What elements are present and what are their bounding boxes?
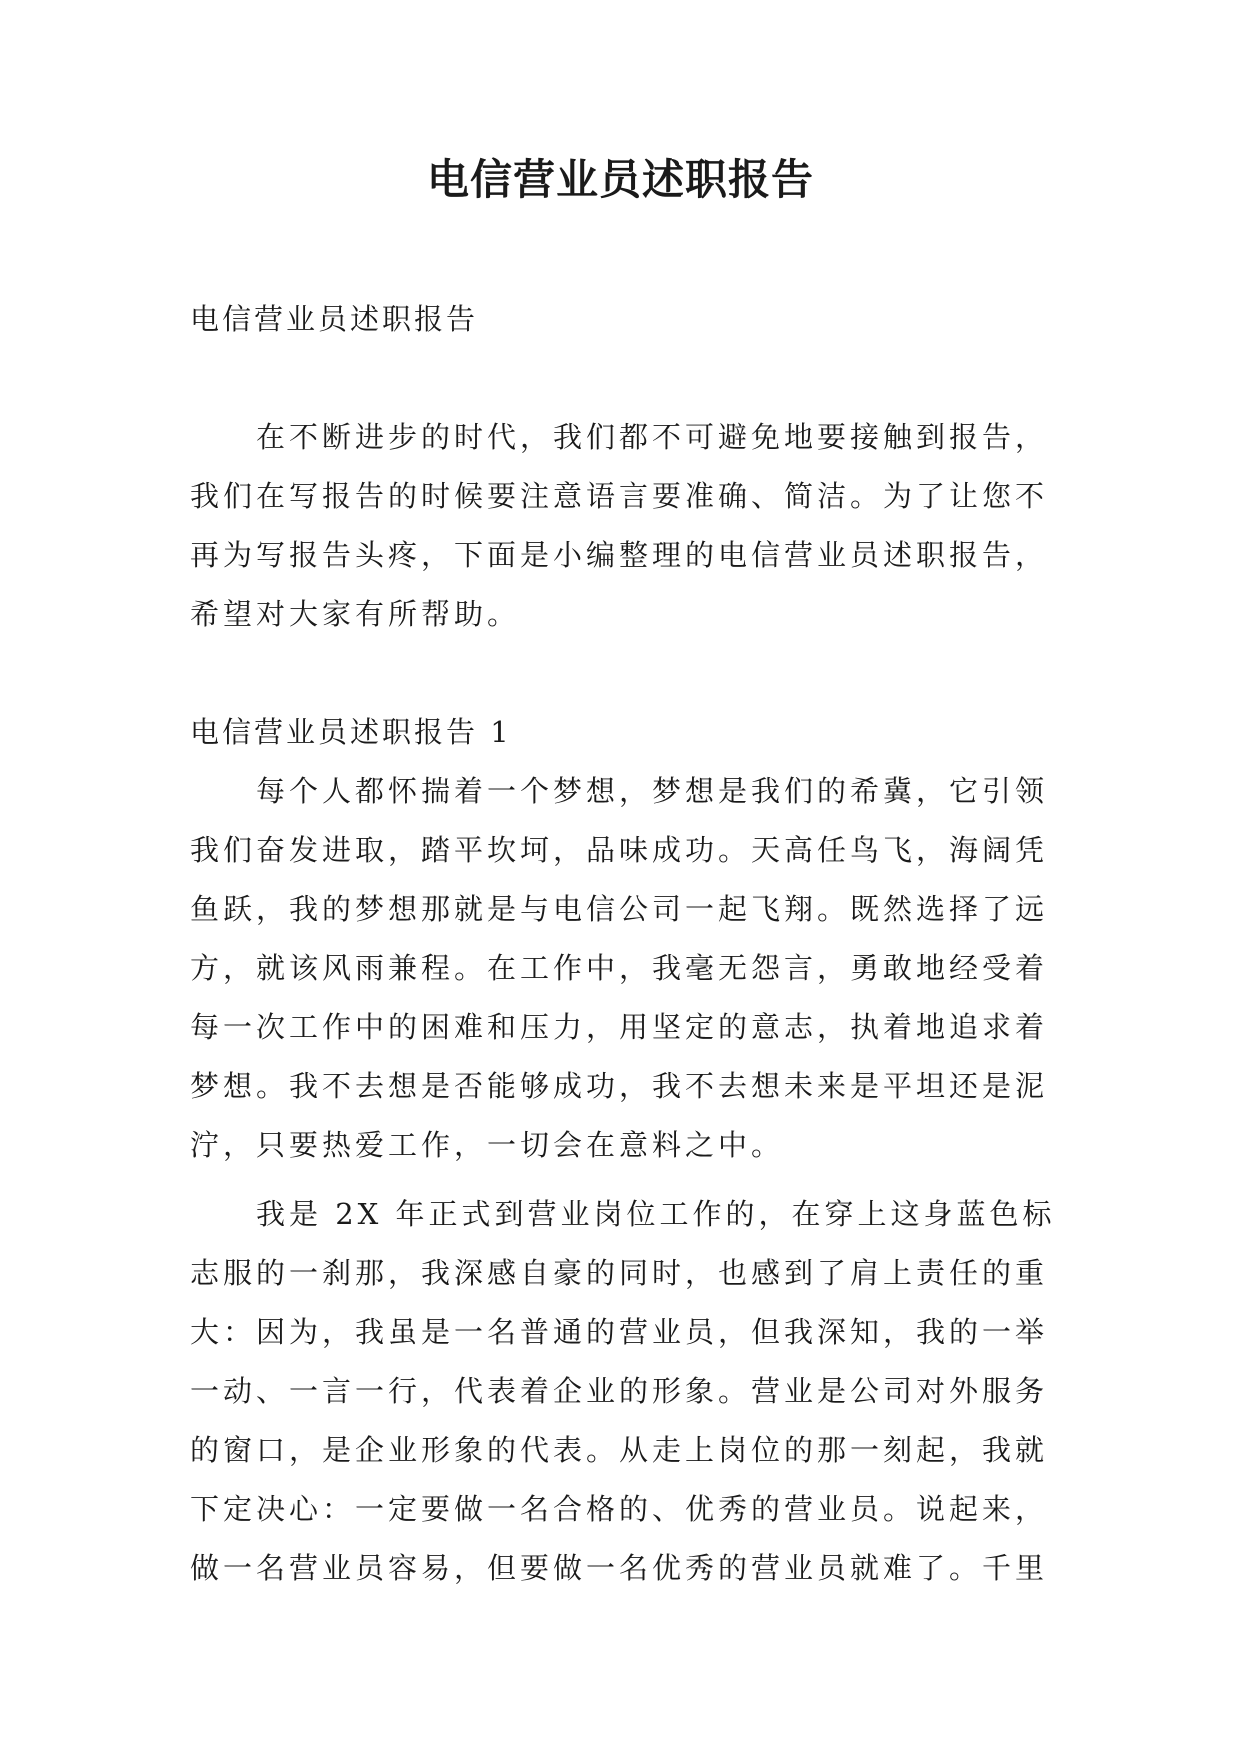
document-title: 电信营业员述职报告 [426,155,814,204]
spacer [190,1175,1060,1185]
intro-paragraph: 在不断进步的时代，我们都不可避免地要接触到报告，我们在写报告的时候要注意语言要准确、简洁。为了让您不再为写报告头疼，下面是小编整理的电信营业员述职报告，希望对大家有所帮助。 [190,420,1049,631]
spacer [190,644,1060,703]
section1-paragraph-2: 我是 2X 年正式到营业岗位工作的，在穿上这身蓝色标志服的一刹那，我深感自豪的同时，也感到了肩上责任的重大：因为，我虽是一名普通的营业员，但我深知，我的一举一动、一言一行，代表着企业的形象。营业是公司对外服务的窗口，是企业形象的代表。从走上岗位的那一刻起，我就下定决心：一定要做一名合格的、优秀的营业员。说起来，做一名营业员容易，但要做一名优秀的营业员就难了。千里 [190,1197,1056,1585]
document-subtitle: 电信营业员述职报告 [190,302,479,336]
document-body [190,290,1060,1598]
section-heading-1: 电信营业员述职报告 1 [190,715,512,749]
spacer [190,349,1060,408]
section1-paragraph-1: 每个人都怀揣着一个梦想，梦想是我们的希冀，它引领我们奋发进取，踏平坎坷，品味成功。天高任鸟飞，海阔凭鱼跃，我的梦想那就是与电信公司一起飞翔。既然选择了远方，就该风雨兼程。在工作中，我毫无怨言，勇敢地经受着每一次工作中的困难和压力，用坚定的意志，执着地追求着梦想。我不去想是否能够成功，我不去想未来是平坦还是泥泞，只要热爱工作，一切会在意料之中。 [190,774,1049,1162]
